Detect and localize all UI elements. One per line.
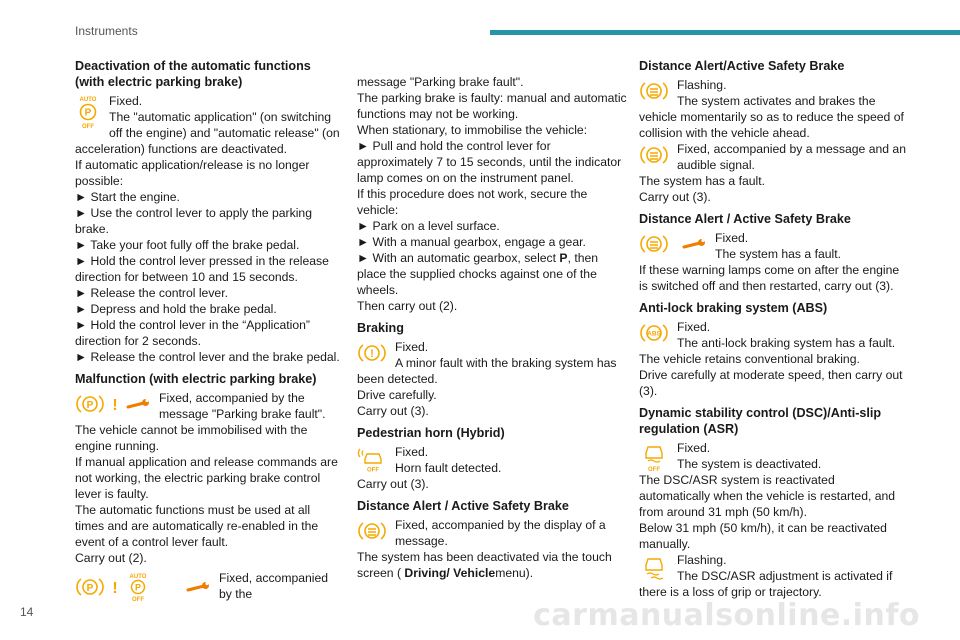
section-heading: Anti-lock braking system (ABS) [639, 301, 828, 315]
body-text: The DSC/ASR system is reactivated automatically when the vehicle is restarted, and from around 31 mph (50 km/h). [639, 473, 896, 519]
section-title: Instruments [75, 24, 138, 38]
lamp-entry [75, 93, 340, 157]
lamp-entry [639, 552, 907, 600]
lamp-text: Fixed, accompanied by the display of a message. [395, 518, 606, 548]
svg-text:P: P [86, 583, 94, 594]
lamp-text: The system activates and brakes the vehicle momentarily so as to reduce the speed of collision with the vehicle ahead. [639, 94, 904, 140]
bullet-item: ► Hold the control lever in the “Application” direction for 2 seconds. [75, 318, 310, 348]
bullet-item: ► Park on a level surface. [357, 219, 500, 233]
body-text: The vehicle cannot be immobilised with the engine running. [75, 423, 308, 453]
header-accent-bar [490, 30, 960, 35]
body-text: The vehicle retains conventional braking. [639, 352, 860, 366]
svg-text:!: ! [112, 580, 118, 597]
svg-text:!: ! [112, 397, 118, 414]
lamp-entry [639, 77, 907, 141]
body-text: If these warning lamps come on after the engine is switched off and then restarted, carry out (3). [639, 263, 900, 293]
bullet-item: ► Pull and hold the control lever for approximately 7 to 15 seconds, until the indicator lamp comes on on the instrument panel. [357, 139, 622, 185]
svg-text:OFF: OFF [132, 597, 144, 602]
auto-p-off-warning-icon [125, 572, 151, 602]
lamp-text: The DSC/ASR adjustment is activated if there is a loss of grip or trajectory. [639, 569, 893, 599]
svg-text:AUTO: AUTO [79, 97, 97, 103]
lamp-text: Fixed. [677, 320, 711, 334]
lamp-entry [357, 339, 627, 387]
section-heading: Distance Alert / Active Safety Brake [357, 499, 569, 513]
section-heading: Malfunction (with electric parking brake) [75, 372, 317, 386]
watermark: carmanualsonline.info [533, 598, 920, 633]
lamp-entry [75, 390, 340, 422]
lamp-entry [639, 319, 907, 351]
lamp-text: The anti-lock braking system has a fault. [677, 336, 896, 350]
distance-alert-icon [639, 143, 669, 167]
wrench-icon [185, 575, 211, 599]
section-heading: Distance Alert/Active Safety Brake [639, 59, 845, 73]
bullet-item: ► Start the engine. [75, 190, 180, 204]
bullet-item: ► Release the control lever and the brake pedal. [75, 350, 340, 364]
svg-text:AUTO: AUTO [129, 574, 147, 580]
abs-warning-icon [639, 321, 669, 345]
section-heading: Distance Alert / Active Safety Brake [639, 212, 851, 226]
svg-text:P: P [86, 400, 94, 411]
section-heading: Deactivation of the automatic functions (with electric parking brake) [75, 59, 311, 89]
section-heading: Braking [357, 321, 404, 335]
lamp-text: Fixed, accompanied by the [219, 571, 329, 601]
body-text: Carry out (3). [639, 190, 711, 204]
body-text: If automatic application/release is no longer possible: [75, 158, 310, 188]
body-text: If manual application and release commands are not working, the electric parking brake control lever is faulty. [75, 455, 338, 501]
lamp-text: Horn fault detected. [395, 461, 502, 475]
distance-alert-icon [357, 519, 387, 543]
body-text: If this procedure does not work, secure the vehicle: [357, 187, 588, 217]
lamp-entry [639, 141, 907, 173]
lamp-text: Fixed. [109, 94, 143, 108]
lamp-entry [639, 440, 907, 472]
body-text: Carry out (3). [357, 404, 429, 418]
body-text: When stationary, to immobilise the vehicle: [357, 123, 588, 137]
lamp-text: The "automatic application" (on switching off the engine) and "automatic release" (on acceleration) functions are deactivated. [75, 110, 340, 156]
body-text: message "Parking brake fault". [357, 75, 524, 89]
bullet-item: ► With an automatic gearbox, select P, then place the supplied chocks against one of the wheels. [357, 251, 599, 297]
wrench-icon [125, 392, 151, 416]
svg-text:OFF: OFF [367, 467, 379, 472]
svg-text:OFF: OFF [648, 467, 660, 472]
svg-text:P: P [84, 107, 92, 119]
distance-alert-icon [639, 79, 669, 103]
lamp-text: Fixed. [677, 441, 711, 455]
body-text: Below 31 mph (50 km/h), it can be reactivated manually. [639, 521, 887, 551]
distance-alert-icon [639, 232, 669, 256]
lamp-text: Flashing. [677, 78, 727, 92]
body-text: The automatic functions must be used at all times and are automatically re-enabled in the event of a control lever fault. [75, 503, 319, 549]
body-text: Drive carefully at moderate speed, then carry out (3). [639, 368, 903, 398]
body-text: Drive carefully. [357, 388, 437, 402]
wrench-icon [681, 232, 707, 256]
parking-brake-warning-icon [75, 575, 105, 599]
bullet-item: ► Depress and hold the brake pedal. [75, 302, 277, 316]
lamp-text: Fixed, accompanied by a message and an audible signal. [677, 142, 906, 172]
body-text: The system has been deactivated via the touch screen ( Driving/ Vehiclemenu). [357, 550, 612, 580]
column-3 [639, 58, 907, 600]
pedestrian-horn-off-icon [357, 446, 387, 472]
section-heading: Dynamic stability control (DSC)/Anti-slip regulation (ASR) [639, 406, 882, 436]
lamp-text: A minor fault with the braking system has been detected. [357, 356, 617, 386]
brake-warning-icon [357, 341, 387, 365]
bullet-item: ► Use the control lever to apply the parking brake. [75, 206, 312, 236]
column-1 [75, 58, 340, 602]
lamp-text: The system has a fault. [715, 247, 841, 261]
svg-text:!: ! [370, 348, 374, 360]
parking-brake-warning-icon [75, 392, 105, 416]
bullet-item: ► Hold the control lever pressed in the release direction for between 10 and 15 seconds. [75, 254, 329, 284]
section-heading: Pedestrian horn (Hybrid) [357, 426, 505, 440]
body-text: Then carry out (2). [357, 299, 458, 313]
lamp-entry [357, 444, 627, 476]
lamp-text: Fixed. [395, 445, 429, 459]
column-2 [357, 74, 627, 581]
body-text: The system has a fault. [639, 174, 765, 188]
lamp-entry [75, 570, 340, 602]
svg-text:ABS: ABS [647, 330, 661, 338]
lamp-entry [357, 517, 627, 549]
lamp-text: Flashing. [677, 553, 727, 567]
auto-p-off-warning-icon [75, 95, 101, 129]
lamp-text: Fixed. [395, 340, 429, 354]
body-text: The parking brake is faulty: manual and automatic functions may not be working. [357, 91, 627, 121]
svg-text:OFF: OFF [82, 124, 94, 129]
lamp-text: The system is deactivated. [677, 457, 822, 471]
lamp-entry [639, 230, 907, 262]
bullet-item: ► Release the control lever. [75, 286, 228, 300]
bullet-item: ► Take your foot fully off the brake pedal. [75, 238, 300, 252]
body-text: Carry out (3). [357, 477, 429, 491]
exclamation-icon [111, 575, 119, 599]
lamp-text: Fixed. [715, 231, 749, 245]
svg-text:P: P [134, 582, 142, 593]
bullet-item: ► With a manual gearbox, engage a gear. [357, 235, 586, 249]
dsc-skid-icon [639, 554, 669, 580]
exclamation-icon [111, 392, 119, 416]
lamp-text: Fixed, accompanied by the message "Parking brake fault". [159, 391, 326, 421]
page-number: 14 [20, 605, 34, 619]
body-text: Carry out (2). [75, 551, 147, 565]
dsc-off-icon [639, 442, 669, 472]
